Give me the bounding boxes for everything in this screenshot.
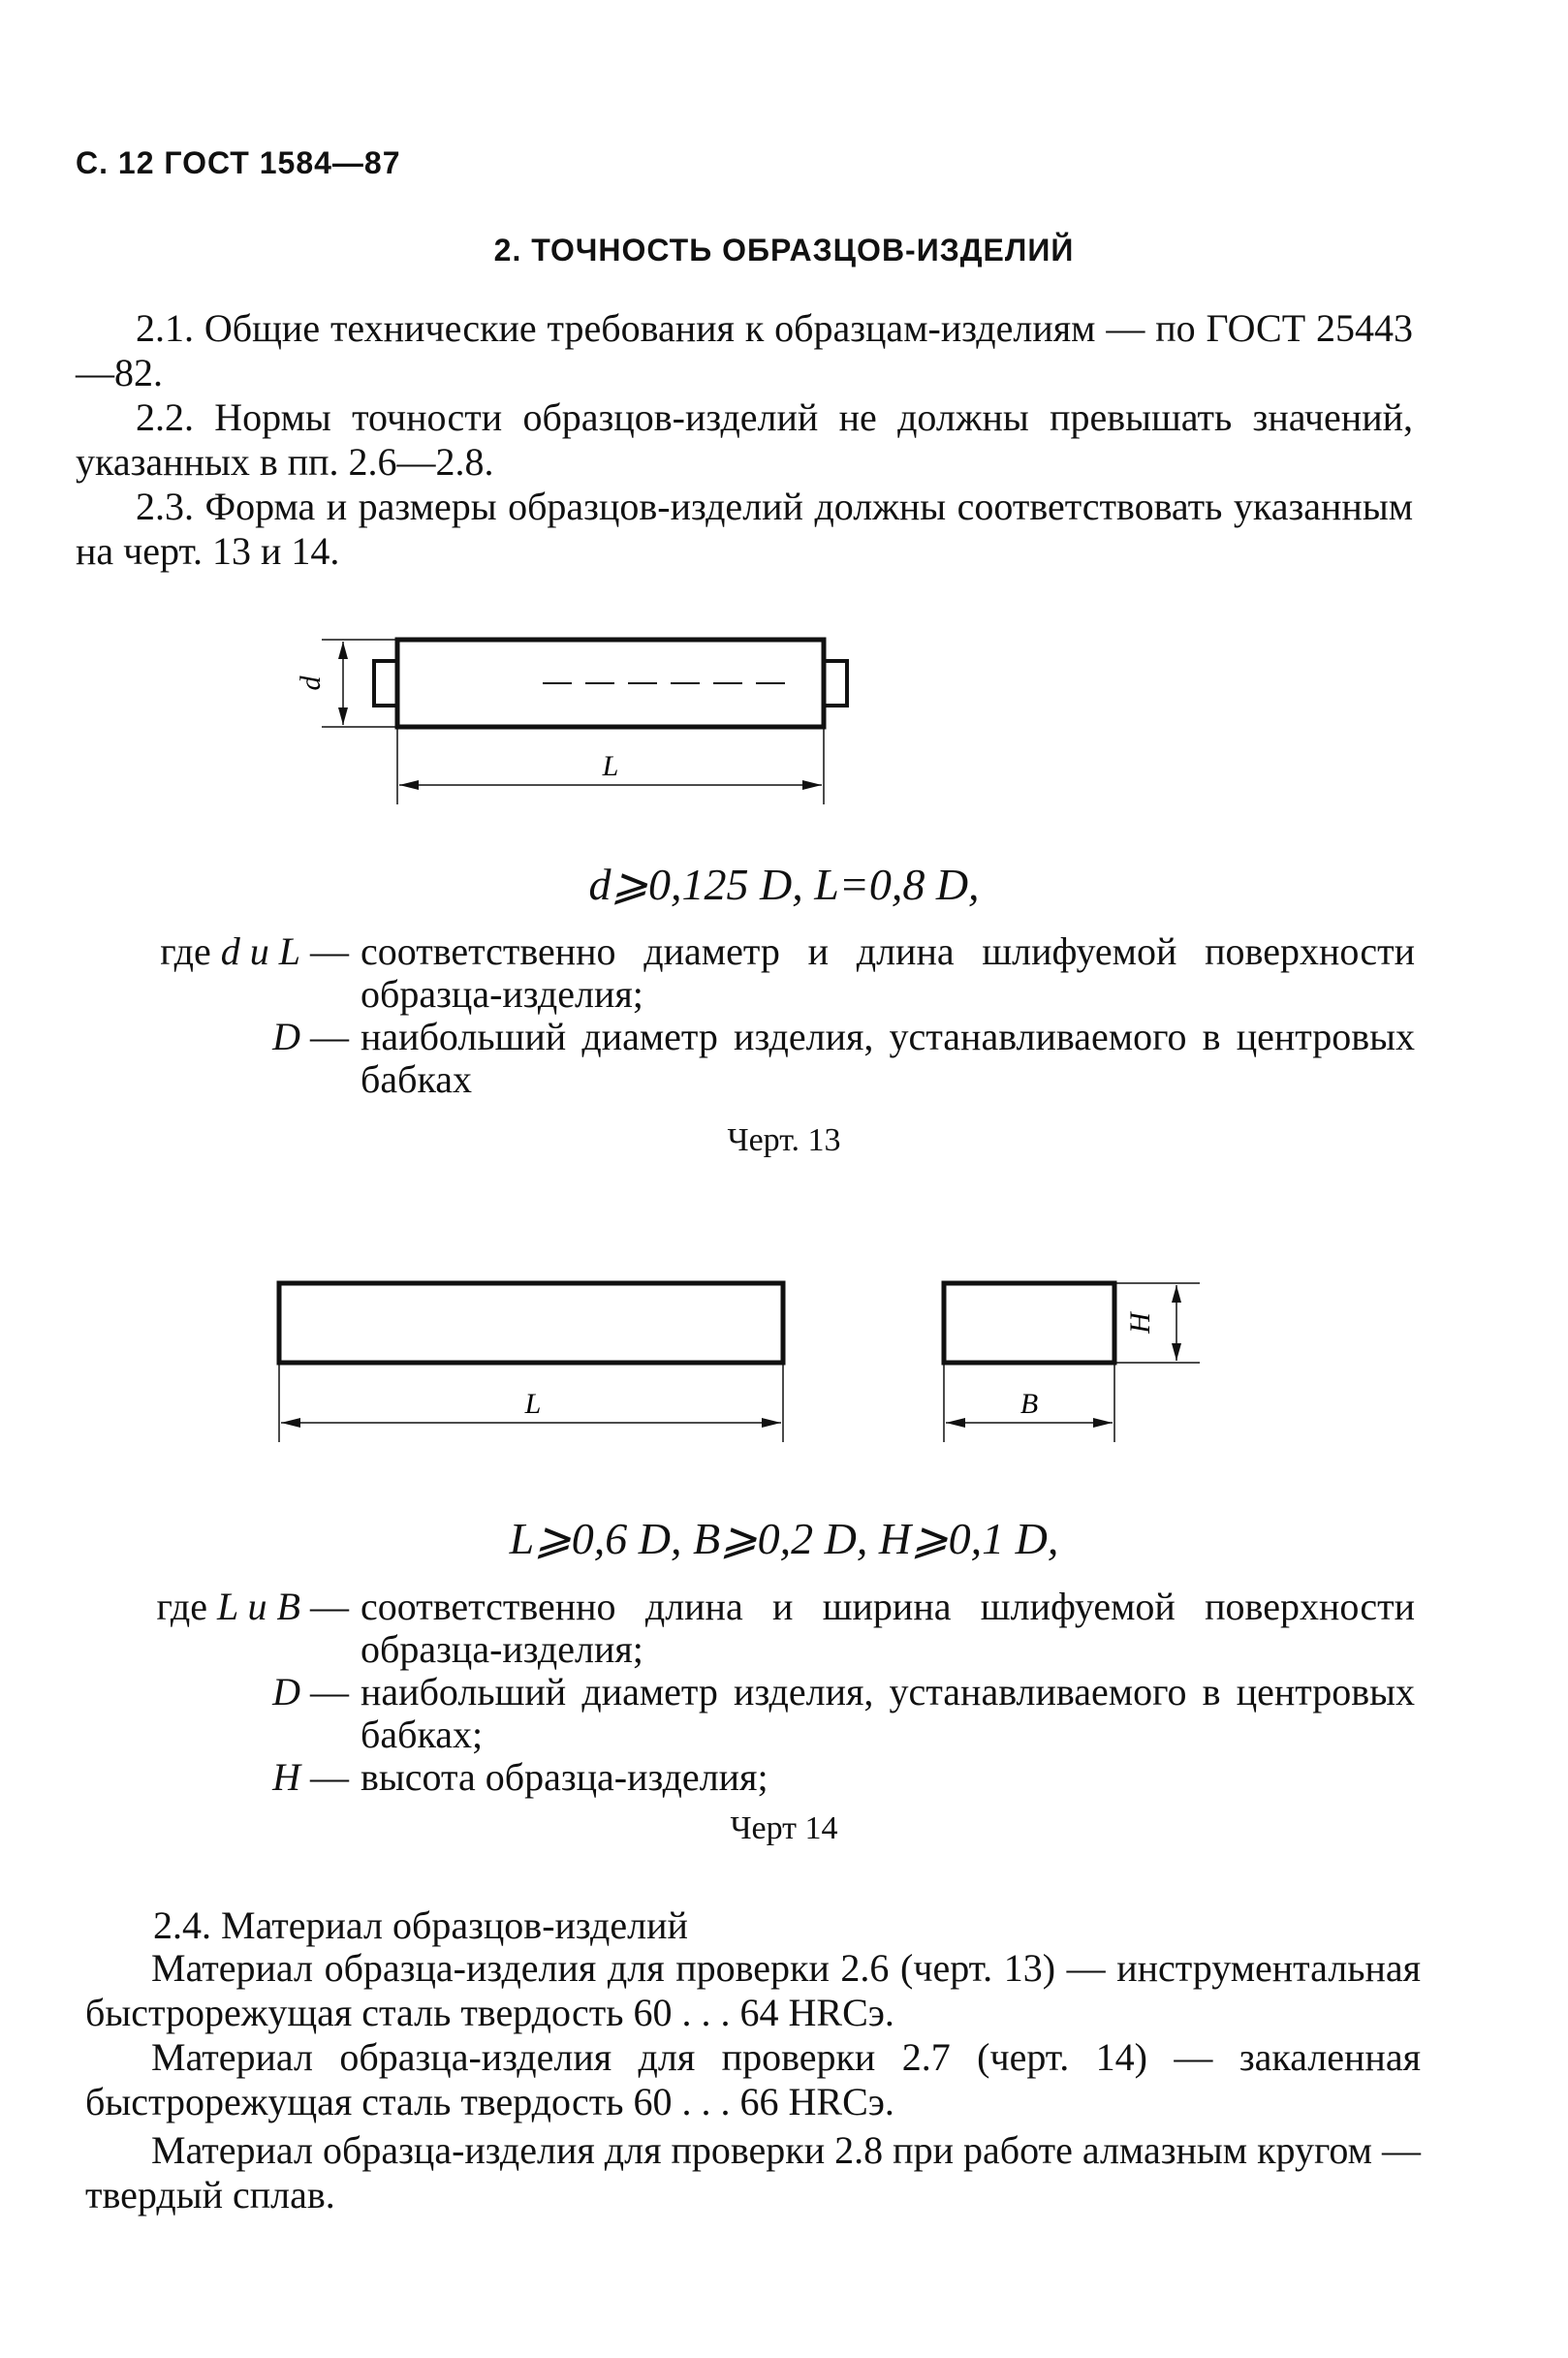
paragraph-2-3: 2.3. Форма и размеры образцов-изделий должны соответствовать указанным на черт. 13 и 14.: [76, 485, 1413, 573]
fig14-bar-cross-section: [944, 1283, 1114, 1363]
fig14-label-L: L: [524, 1388, 542, 1420]
legend-row: где L и B — соответственно длина и ширина шлифуемой поверхности образца-изделия;: [156, 1585, 1415, 1671]
material-paragraph-3: Материал образца-изделия для проверки 2.8 при работе алмазным кругом — твердый сплав.: [85, 2128, 1421, 2217]
figure-13-drawing: [295, 620, 1095, 833]
material-paragraph-1: Материал образца-изделия для проверки 2.6 (черт. 13) — инструментальная быстрорежущая сталь твердость 60 . . . 64 HRCэ.: [85, 1946, 1421, 2034]
paragraph-2-1: 2.1. Общие технические требования к образцам-изделиям — по ГОСТ 25443—82.: [76, 306, 1413, 394]
figure-13-caption: Черт. 13: [727, 1122, 841, 1158]
fig13-right-stub: [824, 661, 847, 706]
fig13-left-stub: [374, 661, 397, 706]
fig14-label-H: H: [1124, 1312, 1156, 1334]
legend-row: H — высота образца-изделия;: [272, 1755, 768, 1799]
legend-row: где d и L — соответственно диаметр и длина шлифуемой поверхности образца-изделия;: [160, 929, 1415, 1016]
fig14-bar-side-view: [279, 1283, 783, 1363]
fig14-label-B: B: [1019, 1388, 1039, 1420]
paragraph-2-2: 2.2. Нормы точности образцов-изделий не должны превышать значений, указанных в пп. 2.6—2.8.: [76, 395, 1413, 484]
figure-13-legend: [116, 930, 1415, 1101]
material-heading: 2.4. Материал образцов-изделий: [153, 1903, 688, 1947]
running-head: С. 12 ГОСТ 1584—87: [76, 145, 401, 180]
figure-14-formula: L⩾0,6 D, B⩾0,2 D, H⩾0,1 D,: [509, 1514, 1059, 1563]
figure-14-legend: [116, 1586, 1415, 1799]
section-title: 2. ТОЧНОСТЬ ОБРАЗЦОВ-ИЗДЕЛИЙ: [493, 233, 1075, 267]
figure-14-drawing: [271, 1270, 1221, 1463]
material-paragraph-2: Материал образца-изделия для проверки 2.7 (черт. 14) — закаленная быстрорежущая сталь твердость 60 . . . 66 HRCэ.: [85, 2035, 1421, 2123]
fig13-label-d: d: [295, 676, 327, 691]
fig13-label-L: L: [602, 750, 619, 782]
figure-14-caption: Черт 14: [730, 1810, 838, 1846]
figure-13-formula: d⩾0,125 D, L=0,8 D,: [588, 860, 980, 909]
legend-row: D — наибольший диаметр изделия, устанавливаемого в центровых бабках;: [272, 1670, 1415, 1756]
legend-row: D — наибольший диаметр изделия, устанавливаемого в центровых бабках: [272, 1015, 1415, 1101]
